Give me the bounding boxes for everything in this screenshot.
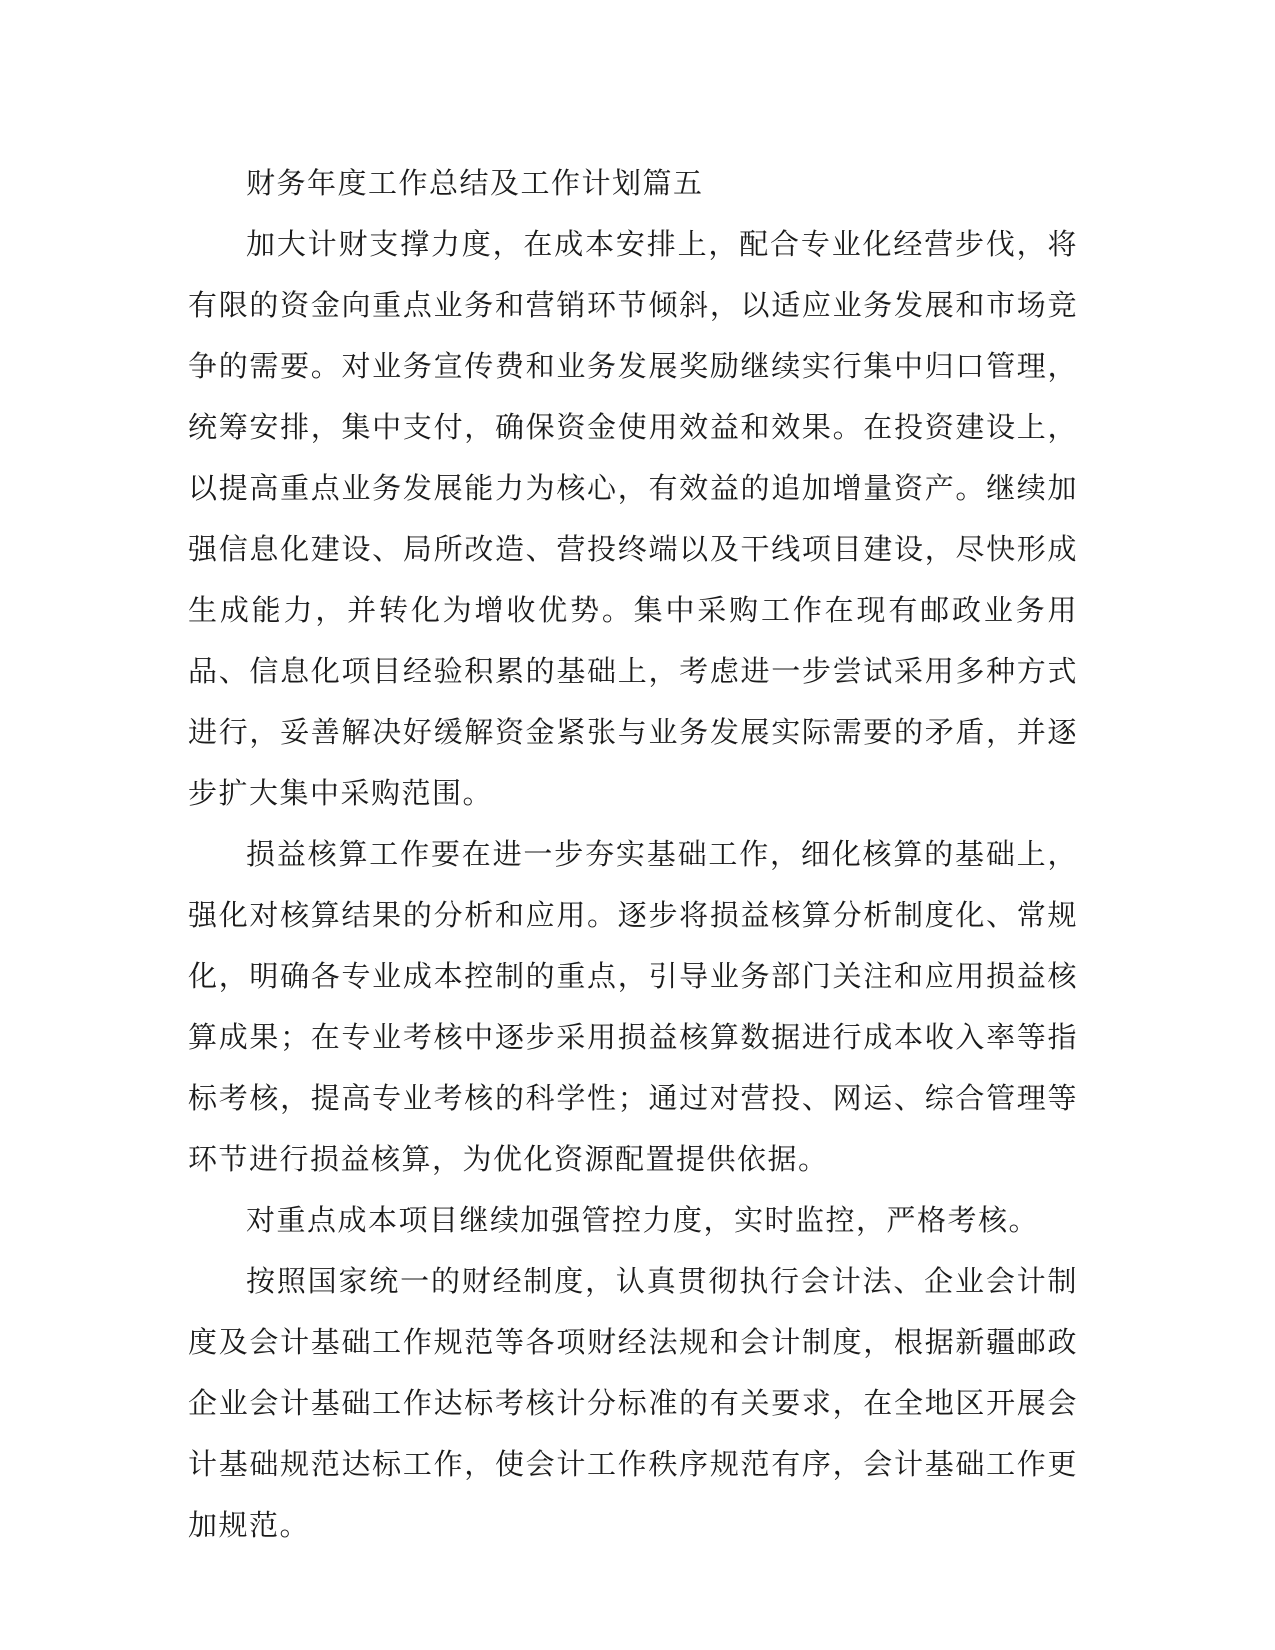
paragraph-budget: 加大计财支撑力度，在成本安排上，配合专业化经营步伐，将有限的资金向重点业务和营销环节倾斜，以适应业务发展和市场竞争的需要。对业务宣传费和业务发展奖励继续实行集中归口管理，统筹安排，集中支付，确保资金使用效益和效果。在投资建设上，以提高重点业务发展能力为核心，有效益的追加增量资产。继续加强信息化建设、局所改造、营投终端以及干线项目建设，尽快形成生成能力，并转化为增收优势。集中采购工作在现有邮政业务用品、信息化项目经验积累的基础上，考虑进一步尝试采用多种方式进行，妥善解决好缓解资金紧张与业务发展实际需要的矛盾，并逐步扩大集中采购范围。: [188, 227, 1078, 810]
paragraph-cost-control: 对重点成本项目继续加强管控力度，实时监控，严格考核。: [246, 1203, 1040, 1237]
document-title: 财务年度工作总结及工作计划篇五: [246, 166, 704, 200]
paragraph-accounting-standards: 按照国家统一的财经制度，认真贯彻执行会计法、企业会计制度及会计基础工作规范等各项财经法规和会计制度，根据新疆邮政企业会计基础工作达标考核计分标准的有关要求，在全地区开展会计基础规范达标工作，使会计工作秩序规范有序，会计基础工作更加规范。: [188, 1264, 1078, 1542]
paragraph-profit-loss: 损益核算工作要在进一步夯实基础工作，细化核算的基础上，强化对核算结果的分析和应用。逐步将损益核算分析制度化、常规化，明确各专业成本控制的重点，引导业务部门关注和应用损益核算成果；在专业考核中逐步采用损益核算数据进行成本收入率等指标考核，提高专业考核的科学性；通过对营投、网运、综合管理等环节进行损益核算，为优化资源配置提供依据。: [188, 837, 1078, 1176]
document-body: [188, 153, 1078, 1556]
